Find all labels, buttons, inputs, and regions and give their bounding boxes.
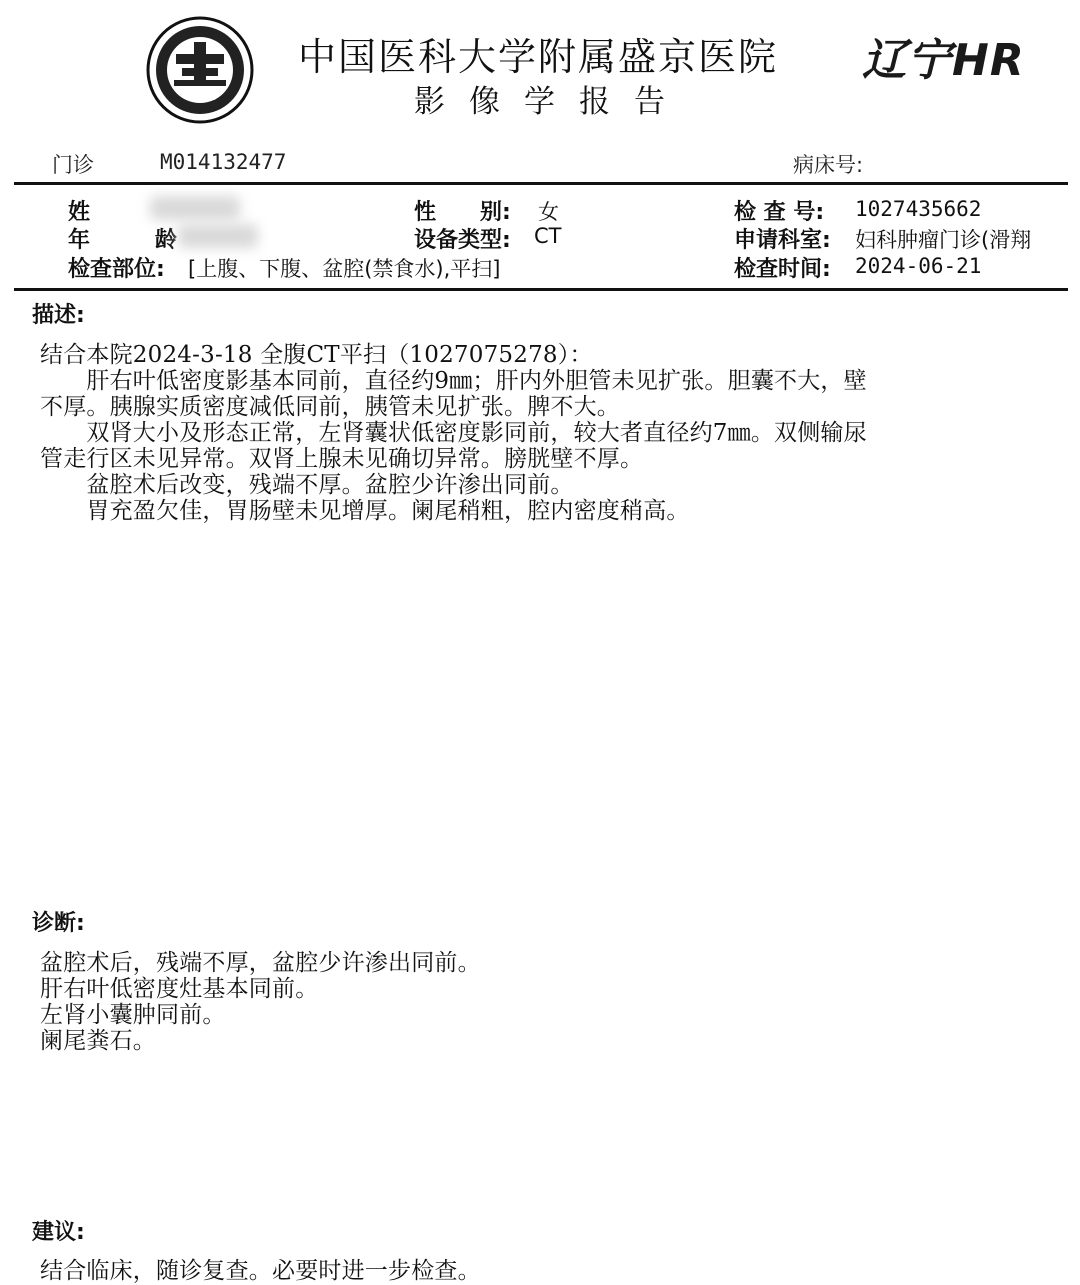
clinic-label: 门诊 <box>52 153 94 177</box>
device-label: 设备类型: <box>414 228 511 253</box>
description-line-2: 肝右叶低密度影基本同前，直径约9㎜；肝内外胆管未见扩张。胆囊不大，壁 <box>40 368 867 394</box>
logo-year: 1883 <box>189 92 217 103</box>
diagnosis-line-2: 肝右叶低密度灶基本同前。 <box>40 976 319 1002</box>
gender-value: 女 <box>538 200 559 224</box>
description-line-3: 不厚。胰腺实质密度减低同前，胰管未见扩张。脾不大。 <box>40 394 620 420</box>
exam-part-label: 检查部位: <box>68 257 165 282</box>
description-line-1: 结合本院2024-3-18 全腹CT平扫（1027075278）： <box>40 342 593 368</box>
dept-value: 妇科肿瘤门诊(滑翔 <box>855 228 1032 252</box>
hospital-logo <box>146 16 254 124</box>
exam-part-value: [上腹、下腹、盆腔(禁食水),平扫] <box>188 257 501 281</box>
info-rule <box>14 288 1068 291</box>
age-label: 年 <box>68 228 91 253</box>
device-value: CT <box>534 224 562 248</box>
name-label: 姓 <box>68 200 91 225</box>
bed-label: 病床号: <box>793 153 864 177</box>
clinic-id: M014132477 <box>160 150 287 174</box>
description-line-5: 管走行区未见异常。双肾上腺未见确切异常。膀胱壁不厚。 <box>40 446 644 472</box>
diagnosis-line-1: 盆腔术后，残端不厚，盆腔少许渗出同前。 <box>40 950 481 976</box>
age-label-2: 龄 <box>155 228 178 253</box>
exam-no-value: 1027435662 <box>855 197 982 221</box>
top-rule <box>14 182 1068 185</box>
dept-label: 申请科室: <box>734 228 831 253</box>
diagnosis-title: 诊断: <box>32 911 85 936</box>
description-line-7: 胃充盈欠佳，胃肠壁未见增厚。阑尾稍粗，腔内密度稍高。 <box>40 498 690 524</box>
description-line-4: 双肾大小及形态正常，左肾囊状低密度影同前，较大者直径约7㎜。双侧输尿 <box>40 420 867 446</box>
report-title: 影像学报告 <box>414 84 689 120</box>
exam-time-label: 检查时间: <box>734 257 831 282</box>
gender-label: 性 别: <box>414 200 511 225</box>
name-redaction <box>150 196 240 220</box>
description-line-6: 盆腔术后改变，残端不厚。盆腔少许渗出同前。 <box>40 472 574 498</box>
age-redaction <box>178 224 258 248</box>
hospital-name: 中国医科大学附属盛京医院 <box>298 35 779 79</box>
exam-time-value: 2024-06-21 <box>855 254 982 278</box>
description-title: 描述: <box>32 303 85 328</box>
exam-no-label: 检 查 号: <box>734 200 825 225</box>
watermark: 辽宁HR <box>862 35 1025 86</box>
diagnosis-line-4: 阑尾粪石。 <box>40 1028 156 1054</box>
suggestion-title: 建议: <box>32 1220 85 1245</box>
diagnosis-line-3: 左肾小囊肿同前。 <box>40 1002 226 1028</box>
suggestion-line-1: 结合临床，随诊复查。必要时进一步检查。 <box>40 1258 481 1284</box>
